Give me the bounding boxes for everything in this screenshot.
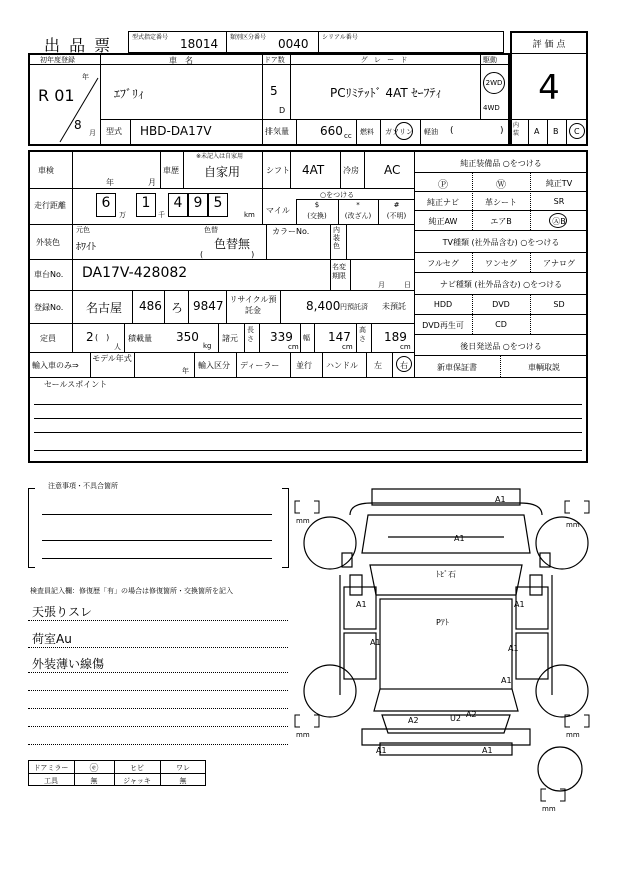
damage-mark-right-quarter: A1: [501, 676, 512, 685]
car-name-value: ｴﾌﾞﾘｨ: [114, 87, 145, 101]
serial-number-label: シリアル番号: [322, 34, 358, 41]
damage-mark-left-rear-door: A1: [370, 638, 381, 647]
cooler-label: 冷房: [343, 166, 359, 175]
import-type-label: 輸入区分: [198, 361, 230, 370]
interior-c-circle: [569, 123, 585, 139]
color-no-label: カラーNo.: [272, 227, 310, 236]
equip-airbag: エアB: [490, 217, 512, 226]
first-reg-era: R 01: [38, 86, 75, 105]
shift-value: 4AT: [302, 163, 325, 177]
equip-abs-circle: [549, 213, 567, 228]
navi-dvd: DVD: [492, 300, 510, 309]
inspector-note-label: 検査員記入欄：修復歴「有」の場合は修復箇所・交換箇所を記入: [30, 587, 233, 595]
delivery-manual: 車輌取説: [528, 363, 560, 372]
mm-rear-left: mm: [296, 731, 310, 739]
fuel-gasoline: ガソリン: [385, 128, 413, 136]
plate-number: 9847: [193, 299, 224, 313]
chassis-label: 車台No.: [34, 270, 64, 279]
mileage-digit-4: 9: [193, 195, 203, 211]
delivery-warranty: 新車保証書: [437, 363, 477, 372]
cooler-value: AC: [384, 163, 401, 177]
handle-right-circle: [396, 356, 412, 372]
type-number-value: 18014: [180, 37, 219, 51]
width-value: 147: [328, 330, 351, 344]
mileage-digit-1: 6: [101, 195, 111, 211]
load-label: 積載量: [128, 334, 152, 343]
first-reg-label: 初年度登録: [40, 56, 75, 64]
damage-mark-rear-bumper-left: A1: [376, 746, 387, 755]
recycle-label: リサイクル預託金: [229, 295, 277, 315]
doors-value: 5: [270, 84, 278, 98]
tv-oneseg: ワンセグ: [485, 259, 517, 268]
damage-mark-hood: A1: [454, 534, 465, 543]
class-number-value: 0040: [278, 37, 309, 51]
mileage-label: 走行距離: [34, 201, 66, 210]
load-value: 350: [176, 330, 199, 344]
equip-abs: ⒶB: [552, 217, 566, 226]
navi-sd: SD: [553, 300, 565, 309]
mile-label: マイル: [266, 206, 290, 215]
class-number-label: 類別区分番号: [230, 34, 267, 41]
history-value: 自家用: [204, 165, 241, 179]
paint-value: 色替無: [214, 237, 251, 251]
navi-dvd-playback: DVD再生可: [422, 321, 464, 330]
navi-hdd: HDD: [433, 300, 453, 309]
orig-color-value: ﾎﾜｲﾄ: [76, 242, 96, 253]
capacity-value: 2: [86, 330, 94, 344]
door-mirror-label: ドアミラー: [33, 764, 69, 772]
height-value: 189: [384, 330, 407, 344]
handle-label: ハンドル: [326, 361, 358, 370]
equip-power-window: Ⓦ: [496, 180, 506, 191]
tools-label: 工具: [44, 777, 58, 785]
equip-genuine-navi: 純正ナビ: [427, 198, 459, 207]
parallel-label: 並行: [296, 361, 312, 370]
plate-label: 登録No.: [34, 303, 64, 312]
drive-label: 駆動: [483, 56, 497, 64]
tools-value: 無: [90, 777, 98, 785]
dims-label: 諸元: [222, 334, 238, 343]
equipment-title: 純正装備品 ○をつける: [460, 159, 542, 168]
fuel-label: 燃料: [360, 128, 374, 136]
mm-rear-right: mm: [566, 731, 580, 739]
fuel-diesel: 軽油: [424, 128, 438, 136]
crack-label: ヒビ: [130, 764, 144, 772]
jack-value: 無: [179, 777, 187, 785]
delivery-title: 後日発送品 ○をつける: [460, 342, 542, 351]
interior-color-label: 内装色: [333, 226, 340, 250]
dealer-label: ディーラー: [240, 361, 280, 370]
model-value: HBD-DA17V: [140, 124, 212, 138]
damage-mark-roof: Pｱﾄ: [436, 618, 449, 627]
mileage-exchange: (交換): [307, 212, 327, 220]
mileage-tamper: (改ざん): [344, 212, 372, 220]
damage-mark-front-bumper: A1: [495, 495, 506, 504]
form-title: 出 品 票: [44, 36, 113, 55]
chassis-value: DA17V-428082: [82, 265, 188, 281]
history-label: 車歴: [163, 166, 179, 175]
equip-genuine-aw: 純正AW: [428, 217, 458, 226]
grade-value: PCﾘﾐﾃｯﾄﾞ 4AT ｾｰﾌﾃｨ: [330, 86, 442, 100]
name-change-label: 名変期限: [332, 263, 346, 280]
note-line-3: 外装薄い線傷: [32, 657, 105, 671]
damage-mark-rear-bumper-right: A1: [482, 746, 493, 755]
notes-label: 注意事項・不具合箇所: [48, 482, 118, 490]
exterior-color-label: 外装色: [36, 238, 60, 247]
cc-value: 660: [320, 124, 343, 138]
car-name-label: 車 名: [169, 56, 193, 65]
navi-type-title: ナビ種類 (社外品含む) ○をつける: [439, 280, 563, 289]
type-number-label: 型式指定番号: [132, 34, 169, 41]
damage-mark-windshield: ﾄﾋﾞ石: [436, 570, 456, 579]
tv-fullseg: フルセグ: [427, 259, 459, 268]
mileage-digit-3: 4: [173, 195, 183, 211]
damage-mark-right-front-door: A1: [514, 600, 525, 609]
score-label: 評 価 点: [532, 40, 566, 50]
tv-analog: アナログ: [543, 259, 575, 268]
car-damage-diagram: [290, 475, 610, 815]
damage-marks: [356, 495, 525, 755]
shift-label: シフト: [266, 166, 290, 175]
first-reg-month: 8: [74, 118, 82, 132]
tv-type-title: TV種類 (社外品含む) ○をつける: [442, 238, 560, 247]
jack-label: ジャッキ: [123, 777, 151, 785]
history-note: ※未記入は自家用: [196, 153, 244, 160]
mm-spare: mm: [542, 805, 556, 813]
mm-front-left: mm: [296, 517, 310, 525]
mileage-digit-5: 5: [213, 195, 223, 211]
door-mirror-value: ⓔ: [89, 764, 99, 774]
damage-mark-rear-left: A2: [408, 716, 419, 725]
damage-mark-rear-right: A2: [466, 710, 477, 719]
broken-label: ワレ: [176, 764, 190, 772]
mm-front-right: mm: [566, 521, 580, 529]
equip-leather-seat: 革シート: [485, 198, 517, 207]
grade-label: グ レ ー ド: [360, 56, 410, 64]
plate-city: 名古屋: [86, 301, 123, 315]
plate-kana: ろ: [171, 301, 184, 315]
damage-mark-left-front-door: A1: [356, 600, 367, 609]
length-value: 339: [270, 330, 293, 344]
score-value: 4: [538, 68, 560, 108]
plate-class: 486: [139, 299, 162, 313]
recycle-value: 8,400: [306, 299, 341, 313]
mileage-unknown: (不明): [386, 212, 407, 220]
equip-genuine-tv: 純正TV: [545, 179, 573, 188]
note-line-2: 荷室Au: [32, 632, 72, 646]
doors-label: ドア数: [264, 56, 285, 64]
model-year-label: モデル年式: [92, 354, 132, 363]
cc-label: 排気量: [265, 127, 289, 136]
inspection-label: 車検: [38, 166, 54, 175]
mileage-digit-2: 1: [141, 195, 151, 211]
recycle-unpaid: 未預託: [382, 302, 406, 311]
import-label: 輸入車のみ⇒: [32, 361, 79, 370]
model-label: 型式: [106, 127, 122, 136]
handle-left: 左: [374, 361, 382, 370]
interior-label: 内装: [513, 122, 520, 137]
handle-right: 右: [400, 361, 408, 370]
note-line-1: 天張りスレ: [32, 605, 93, 619]
equip-sunroof: SR: [553, 197, 565, 206]
damage-mark-right-rear-door: A1: [508, 644, 519, 653]
sales-point-label: セールスポイント: [44, 380, 108, 389]
mileage-circle-note: ○をつける: [320, 191, 355, 199]
fuel-gasoline-circle: [395, 122, 413, 140]
navi-cd: CD: [495, 320, 507, 329]
damage-mark-rear-center: U2: [450, 714, 461, 723]
equip-power-steering: Ⓟ: [438, 180, 448, 191]
capacity-label: 定員: [40, 334, 56, 343]
